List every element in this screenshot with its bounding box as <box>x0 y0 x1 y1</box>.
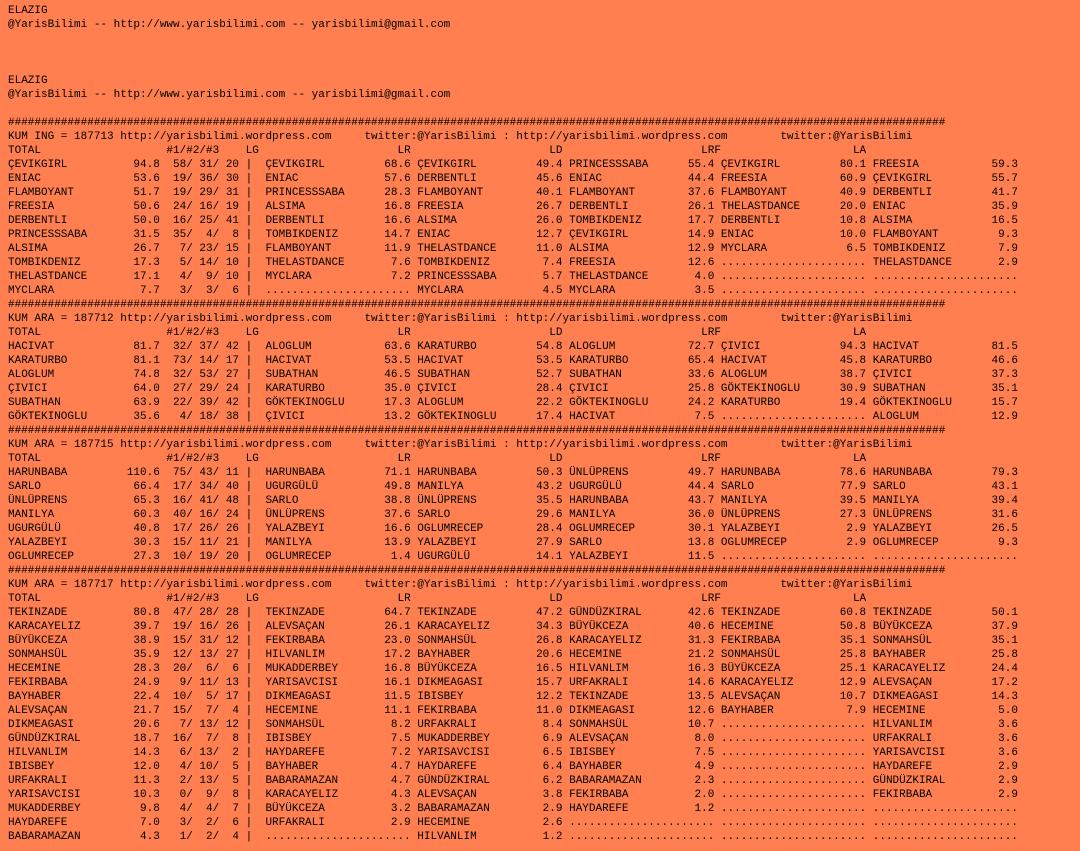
table-row: MUKADDERBEY 9.8 4/ 4/ 7 | BÜYÜKCEZA 3.2 BABARAMAZAN 2.9 HAYDAREFE 1.2 ...................... ...................... <box>8 803 1018 815</box>
table-row: BABARAMAZAN 4.3 1/ 2/ 4 | ...................... HILVANLIM 1.2 ...................... ...................... ...................... <box>8 831 1018 843</box>
table-row: HAYDAREFE 7.0 3/ 2/ 6 | URFAKRALI 2.9 HECEMINE 2.6 ...................... ...................... ...................... <box>8 817 1018 829</box>
table-row: UGURGÜLÜ 40.8 17/ 26/ 26 | YALAZBEYI 16.6 OGLUMRECEP 28.4 OGLUMRECEP 30.1 YALAZBEYI 2.9 YALAZBEYI 26.5 <box>8 523 1018 535</box>
table-row: SUBATHAN 63.9 22/ 39/ 42 | GÖKTEKINOGLU 17.3 ALOGLUM 22.2 GÖKTEKINOGLU 24.2 KARATURBO 19.4 GÖKTEKINOGLU 15.7 <box>8 397 1018 409</box>
table-row: URFAKRALI 11.3 2/ 13/ 5 | BABARAMAZAN 4.7 GÜNDÜZKIRAL 6.2 BABARAMAZAN 2.3 ...................... GÜNDÜZKIRAL 2.9 <box>8 775 1018 787</box>
blank-line <box>8 46 1080 60</box>
table-row: MYCLARA 7.7 3/ 3/ 6 | ...................... MYCLARA 4.5 MYCLARA 3.5 ...................... ...................... <box>8 285 1018 297</box>
table-row: ALEVSAÇAN 21.7 15/ 7/ 4 | HECEMINE 11.1 FEKIRBABA 11.0 DIKMEAGASI 12.6 BAYHABER 7.9 HECEMINE 5.0 <box>8 705 1018 717</box>
table-row: GÖKTEKINOGLU 35.6 4/ 18/ 38 | ÇIVICI 13.2 GÖKTEKINOGLU 17.4 HACIVAT 7.5 ...................... ALOGLUM 12.9 <box>8 411 1018 423</box>
table-row: ENIAC 53.6 19/ 36/ 30 | ENIAC 57.6 DERBENTLI 45.6 ENIAC 44.4 FREESIA 60.9 ÇEVIKGIRL 55.7 <box>8 173 1018 185</box>
table-row: BÜYÜKCEZA 38.9 15/ 31/ 12 | FEKIRBABA 23.0 SONMAHSÜL 26.8 KARACAYELIZ 31.3 FEKIRBABA 35.1 SONMAHSÜL 35.1 <box>8 635 1018 647</box>
page-title-line: @YarisBilimi -- http://www.yarisbilimi.com -- yarisbilimi@gmail.com <box>8 19 451 31</box>
table-row: HILVANLIM 14.3 6/ 13/ 2 | HAYDAREFE 7.2 YARISAVCISI 6.5 IBISBEY 7.5 ...................... YARISAVCISI 3.6 <box>8 747 1018 759</box>
table-row: KARACAYELIZ 39.7 19/ 16/ 26 | ALEVSAÇAN 26.1 KARACAYELIZ 34.3 BÜYÜKCEZA 40.6 HECEMINE 50.8 BÜYÜKCEZA 37.9 <box>8 621 1018 633</box>
table-row: TOMBIKDENIZ 17.3 5/ 14/ 10 | THELASTDANCE 7.6 TOMBIKDENIZ 7.4 FREESIA 12.6 ...................... THELASTDANCE 2.9 <box>8 257 1018 269</box>
table-row: YALAZBEYI 30.3 15/ 11/ 21 | MANILYA 13.9 YALAZBEYI 27.9 SARLO 13.8 OGLUMRECEP 2.9 OGLUMRECEP 9.3 <box>8 537 1018 549</box>
table-row: THELASTDANCE 17.1 4/ 9/ 10 | MYCLARA 7.2 PRINCESSSABA 5.7 THELASTDANCE 4.0 ...................... ...................... <box>8 271 1018 283</box>
race-header: KUM ING = 187713 http://yarisbilimi.wordpress.com twitter:@YarisBilimi : http://yarisbilimi.wordpress.com twitter:@YarisBilimi <box>8 131 913 143</box>
column-header-row: TOTAL #1/#2/#3 LG LR LD LRF LA <box>8 145 867 157</box>
section-separator: ############################################################################################################################################## <box>8 565 946 577</box>
table-row: OGLUMRECEP 27.3 10/ 19/ 20 | OGLUMRECEP 1.4 UGURGÜLÜ 14.1 YALAZBEYI 11.5 ...................... ...................... <box>8 551 1018 563</box>
blank-line <box>8 102 1080 116</box>
table-row: FEKIRBABA 24.9 9/ 11/ 13 | YARISAVCISI 16.1 DIKMEAGASI 15.7 URFAKRALI 14.6 KARACAYELIZ 12.9 ALEVSAÇAN 17.2 <box>8 677 1018 689</box>
column-header-row: TOTAL #1/#2/#3 LG LR LD LRF LA <box>8 453 867 465</box>
table-row: DERBENTLI 50.0 16/ 25/ 41 | DERBENTLI 16.6 ALSIMA 26.0 TOMBIKDENIZ 17.7 DERBENTLI 10.8 ALSIMA 16.5 <box>8 215 1018 227</box>
table-row: KARATURBO 81.1 73/ 14/ 17 | HACIVAT 53.5 HACIVAT 53.5 KARATURBO 65.4 HACIVAT 45.8 KARATURBO 46.6 <box>8 355 1018 367</box>
table-row: HACIVAT 81.7 32/ 37/ 42 | ALOGLUM 63.6 KARATURBO 54.8 ALOGLUM 72.7 ÇIVICI 94.3 HACIVAT 81.5 <box>8 341 1018 353</box>
column-header-row: TOTAL #1/#2/#3 LG LR LD LRF LA <box>8 327 867 339</box>
table-row: ALSIMA 26.7 7/ 23/ 15 | FLAMBOYANT 11.9 THELASTDANCE 11.0 ALSIMA 12.9 MYCLARA 6.5 TOMBIKDENIZ 7.9 <box>8 243 1018 255</box>
table-row: ÇEVIKGIRL 94.8 58/ 31/ 20 | ÇEVIKGIRL 68.6 ÇEVIKGIRL 49.4 PRINCESSSABA 55.4 ÇEVIKGIRL 80.1 FREESIA 59.3 <box>8 159 1018 171</box>
race-header: KUM ARA = 187712 http://yarisbilimi.wordpress.com twitter:@YarisBilimi : http://yarisbilimi.wordpress.com twitter:@YarisBilimi <box>8 313 913 325</box>
table-row: FLAMBOYANT 51.7 19/ 29/ 31 | PRINCESSSABA 28.3 FLAMBOYANT 40.1 FLAMBOYANT 37.6 FLAMBOYANT 40.9 DERBENTLI 41.7 <box>8 187 1018 199</box>
blank-line <box>8 32 1080 46</box>
table-row: SARLO 66.4 17/ 34/ 40 | UGURGÜLÜ 49.8 MANILYA 43.2 UGURGÜLÜ 44.4 SARLO 77.9 SARLO 43.1 <box>8 481 1018 493</box>
table-row: ALOGLUM 74.8 32/ 53/ 27 | SUBATHAN 46.5 SUBATHAN 52.7 SUBATHAN 33.6 ALOGLUM 38.7 ÇIVICI 37.3 <box>8 369 1018 381</box>
table-row: HECEMINE 28.3 20/ 6/ 6 | MUKADDERBEY 16.8 BÜYÜKCEZA 16.5 HILVANLIM 16.3 BÜYÜKCEZA 25.1 KARACAYELIZ 24.4 <box>8 663 1018 675</box>
section-separator: ############################################################################################################################################## <box>8 299 946 311</box>
section-separator: ############################################################################################################################################## <box>8 425 946 437</box>
page-title-line: @YarisBilimi -- http://www.yarisbilimi.com -- yarisbilimi@gmail.com <box>8 89 451 101</box>
table-row: MANILYA 60.3 40/ 16/ 24 | ÜNLÜPRENS 37.6 SARLO 29.6 MANILYA 36.0 ÜNLÜPRENS 27.3 ÜNLÜPRENS 31.6 <box>8 509 1018 521</box>
table-row: DIKMEAGASI 20.6 7/ 13/ 12 | SONMAHSÜL 8.2 URFAKRALI 8.4 SONMAHSÜL 10.7 ...................... HILVANLIM 3.6 <box>8 719 1018 731</box>
page-title-line: ELAZIG <box>8 5 48 17</box>
table-row: BAYHABER 22.4 10/ 5/ 17 | DIKMEAGASI 11.5 IBISBEY 12.2 TEKINZADE 13.5 ALEVSAÇAN 10.7 DIKMEAGASI 14.3 <box>8 691 1018 703</box>
table-row: HARUNBABA 110.6 75/ 43/ 11 | HARUNBABA 71.1 HARUNBABA 50.3 ÜNLÜPRENS 49.7 HARUNBABA 78.6 HARUNBABA 79.3 <box>8 467 1018 479</box>
table-row: YARISAVCISI 10.3 0/ 9/ 8 | KARACAYELIZ 4.3 ALEVSAÇAN 3.8 FEKIRBABA 2.0 ...................... FEKIRBABA 2.9 <box>8 789 1018 801</box>
column-header-row: TOTAL #1/#2/#3 LG LR LD LRF LA <box>8 593 867 605</box>
table-row: SONMAHSÜL 35.9 12/ 13/ 27 | HILVANLIM 17.2 BAYHABER 20.6 HECEMINE 21.2 SONMAHSÜL 25.8 BAYHABER 25.8 <box>8 649 1018 661</box>
section-separator: ############################################################################################################################################## <box>8 117 946 129</box>
table-row: ÜNLÜPRENS 65.3 16/ 41/ 48 | SARLO 38.8 ÜNLÜPRENS 35.5 HARUNBABA 43.7 MANILYA 39.5 MANILYA 39.4 <box>8 495 1018 507</box>
race-header: KUM ARA = 187715 http://yarisbilimi.wordpress.com twitter:@YarisBilimi : http://yarisbilimi.wordpress.com twitter:@YarisBilimi <box>8 439 913 451</box>
blank-line <box>8 60 1080 74</box>
table-row: IBISBEY 12.0 4/ 10/ 5 | BAYHABER 4.7 HAYDAREFE 6.4 BAYHABER 4.9 ...................... HAYDAREFE 2.9 <box>8 761 1018 773</box>
table-row: TEKINZADE 80.8 47/ 28/ 28 | TEKINZADE 64.7 TEKINZADE 47.2 GÜNDÜZKIRAL 42.6 TEKINZADE 60.8 TEKINZADE 50.1 <box>8 607 1018 619</box>
race-header: KUM ARA = 187717 http://yarisbilimi.wordpress.com twitter:@YarisBilimi : http://yarisbilimi.wordpress.com twitter:@YarisBilimi <box>8 579 913 591</box>
table-row: FREESIA 50.6 24/ 16/ 19 | ALSIMA 16.8 FREESIA 26.7 DERBENTLI 26.1 THELASTDANCE 20.0 ENIAC 35.9 <box>8 201 1018 213</box>
page-title-line: ELAZIG <box>8 75 48 87</box>
table-row: ÇIVICI 64.0 27/ 29/ 24 | KARATURBO 35.0 ÇIVICI 28.4 ÇIVICI 25.8 GÖKTEKINOGLU 30.9 SUBATHAN 35.1 <box>8 383 1018 395</box>
table-row: PRINCESSSABA 31.5 35/ 4/ 8 | TOMBIKDENIZ 14.7 ENIAC 12.7 ÇEVIKGIRL 14.9 ENIAC 10.0 FLAMBOYANT 9.3 <box>8 229 1018 241</box>
table-row: GÜNDÜZKIRAL 18.7 16/ 7/ 8 | IBISBEY 7.5 MUKADDERBEY 6.9 ALEVSAÇAN 8.0 ...................... URFAKRALI 3.6 <box>8 733 1018 745</box>
